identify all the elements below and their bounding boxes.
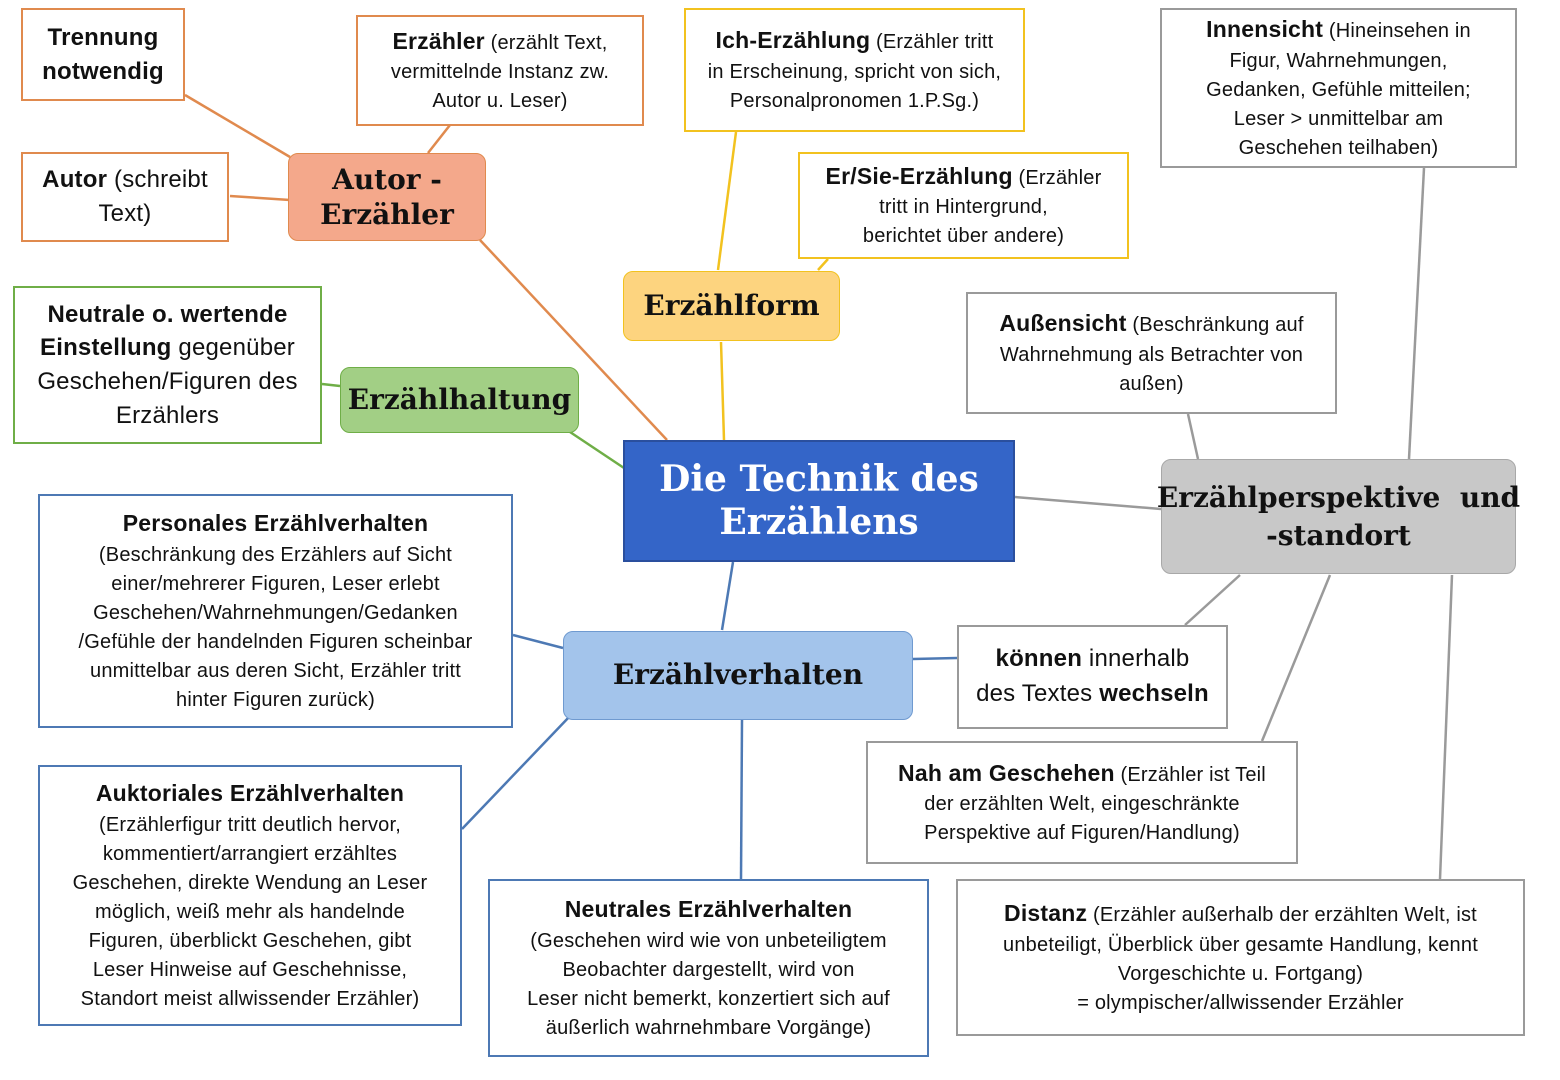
box-nah-rest: (Erzähler ist Teil <box>1114 763 1266 786</box>
connector-form-ich <box>718 132 736 270</box>
box-distanz-bold: Distanz <box>1004 900 1088 927</box>
box-personales-line4: Geschehen/Wahrnehmungen/Gedanken <box>93 601 458 624</box>
connector-form-ersie <box>818 259 828 270</box>
box-auktoriales-line7: Leser Hinweise auf Geschehnisse, <box>92 958 408 981</box>
box-autor-rest: (schreibt <box>107 166 208 194</box>
box-ich-rest: (Erzähler tritt <box>870 31 994 54</box>
node-erzaehlperspektive <box>1156 459 1521 574</box>
node-autor-line1: Autor - <box>332 163 442 196</box>
box-auktoriales-line4: Geschehen, direkte Wendung an Leser <box>72 871 428 894</box>
box-ersie-line2: tritt in Hintergrund, <box>879 196 1048 219</box>
box-koennen-bold1: können <box>995 645 1083 673</box>
box-personales-line5: /Gefühle der handelnden Figuren scheinbar <box>78 630 473 653</box>
box-innensicht-line5: Geschehen teilhaben) <box>1238 136 1439 159</box>
box-neutrale-einstellung <box>13 286 322 444</box>
box-neutrales-line3: Beobachter dargestellt, wird von <box>562 958 855 981</box>
box-koennen-wechseln <box>957 625 1228 729</box>
node-perspektive-line2: -standort <box>1266 518 1411 552</box>
box-ersie-rest: (Erzähler <box>1012 166 1102 189</box>
box-innensicht-line2: Figur, Wahrnehmungen, <box>1229 49 1448 72</box>
box-autor <box>21 152 229 242</box>
connector-perspektive-aussensicht <box>1188 414 1198 459</box>
box-auktoriales-line2: (Erzählerfigur tritt deutlich hervor, <box>99 813 401 836</box>
connector-center-verhalten <box>722 562 733 630</box>
box-koennen-rest1: innerhalb <box>1082 645 1190 673</box>
node-erzaehlform <box>623 271 840 341</box>
connector-autor-autortext <box>230 196 290 200</box>
box-neutrales-line5: äußerlich wahrnehmbare Vorgänge) <box>545 1016 872 1039</box>
box-erzaehler-bold: Erzähler <box>392 27 485 54</box>
box-personales-line3: einer/mehrerer Figuren, Leser erlebt <box>111 572 440 595</box>
box-innensicht-rest: (Hineinsehen in <box>1323 20 1471 43</box>
box-ich-bold: Ich-Erzählung <box>715 27 871 54</box>
node-erzaehlhaltung <box>340 367 579 433</box>
box-auktoriales-line5: möglich, weiß mehr als handelnde <box>95 900 405 923</box>
box-koennen-bold2: wechseln <box>1099 680 1209 707</box>
box-innensicht-line4: Leser > unmittelbar am <box>1233 107 1444 130</box>
box-aussensicht-line2: Wahrnehmung als Betrachter von <box>999 343 1304 366</box>
box-innensicht-line3: Gedanken, Gefühle mitteilen; <box>1206 78 1471 101</box>
box-auktoriales-line8: Standort meist allwissender Erzähler) <box>80 987 420 1010</box>
box-aussensicht-line3: außen) <box>1119 372 1184 395</box>
connector-autor-trennung <box>185 95 290 157</box>
box-aussensicht <box>966 292 1337 414</box>
box-personales-line2: (Beschränkung des Erzählers auf Sicht <box>98 543 453 566</box>
box-neutrale-line3: Geschehen/Figuren des <box>37 368 298 395</box>
connector-center-perspektive <box>1015 497 1161 509</box>
node-erzaehlform-label: Erzählform <box>643 288 820 322</box>
box-personales <box>38 494 513 728</box>
center-title-line1: Die Technik des <box>659 457 979 500</box>
box-distanz-line3: Vorgeschichte u. Fortgang) <box>1117 962 1364 985</box>
box-autor-line2: Text) <box>98 200 152 227</box>
box-neutrales-line4: Leser nicht bemerkt, konzertiert sich auf <box>527 987 890 1010</box>
box-erzaehler-rest: (erzählt Text, <box>484 31 608 54</box>
box-ersie-bold: Er/Sie-Erzählung <box>825 162 1013 189</box>
box-distanz <box>956 879 1525 1036</box>
connector-perspektive-nah <box>1262 575 1330 741</box>
box-neutrale-bold2: Einstellung <box>40 334 172 362</box>
connector-center-form <box>721 342 724 440</box>
box-erzaehler-line2: vermittelnde Instanz zw. <box>390 61 610 84</box>
box-ich-line2: in Erscheinung, spricht von sich, <box>707 60 1002 83</box>
box-auktoriales-line3: kommentiert/arrangiert erzähltes <box>102 842 398 865</box>
box-ich-erzaehlung <box>684 8 1025 132</box>
box-ich-line3: Personalpronomen 1.P.Sg.) <box>729 89 980 112</box>
box-nah-line3: Perspektive auf Figuren/Handlung) <box>924 822 1240 845</box>
box-personales-bold: Personales Erzählverhalten <box>122 510 429 537</box>
box-neutrales-bold: Neutrales Erzählverhalten <box>564 896 853 923</box>
box-neutrale-bold1: Neutrale o. wertende <box>47 300 288 328</box>
connector-verhalten-personales <box>513 635 563 648</box>
connector-verhalten-koennen <box>913 658 957 659</box>
box-nah-line2: der erzählten Welt, eingeschränkte <box>924 793 1240 816</box>
box-personales-line6: unmittelbar aus deren Sicht, Erzähler tritt <box>90 659 461 682</box>
box-auktoriales <box>38 765 462 1026</box>
box-auktoriales-bold: Auktoriales Erzählverhalten <box>95 780 405 807</box>
center-title-line2: Erzählens <box>719 501 919 543</box>
node-autor-erzaehler <box>288 153 486 241</box>
box-auktoriales-line6: Figuren, überblickt Geschehen, gibt <box>88 929 412 952</box>
box-autor-bold: Autor <box>42 166 108 194</box>
box-trennung-line1: Trennung <box>47 23 159 51</box>
node-autor-line2: Erzähler <box>320 198 454 231</box>
connector-perspektive-innensicht <box>1409 168 1424 459</box>
node-erzaehlverhalten <box>563 631 913 720</box>
box-koennen-rest2: des Textes <box>976 680 1100 707</box>
box-ersie-line3: berichtet über andere) <box>862 225 1065 248</box>
box-neutrales <box>488 879 929 1057</box>
node-erzaehlhaltung-label: Erzählhaltung <box>347 382 572 416</box>
connector-center-haltung <box>570 432 624 468</box>
node-erzaehlverhalten-label: Erzählverhalten <box>612 658 864 692</box>
box-aussensicht-bold: Außensicht <box>999 310 1127 337</box>
connector-haltung-neutrale <box>322 384 340 386</box>
box-nah-bold: Nah am Geschehen <box>898 759 1115 786</box>
connector-perspektive-distanz <box>1440 575 1452 879</box>
box-neutrale-line4: Erzählers <box>115 401 220 429</box>
box-trennung <box>21 8 185 101</box>
box-innensicht <box>1160 8 1517 168</box>
box-aussensicht-rest: (Beschränkung auf <box>1126 314 1304 337</box>
box-distanz-line2: unbeteiligt, Überblick über gesamte Handlung, kennt <box>1003 933 1478 956</box>
box-neutrale-rest2: gegenüber <box>171 334 295 362</box>
box-erzaehler <box>356 15 644 126</box>
box-trennung-line2: notwendig <box>42 57 164 85</box>
connector-perspektive-koennen <box>1185 575 1240 625</box>
box-neutrales-line2: (Geschehen wird wie von unbeteiligtem <box>530 929 887 952</box>
node-perspektive-line1: Erzählperspektive und <box>1156 480 1521 514</box>
box-distanz-line4: = olympischer/allwissender Erzähler <box>1077 991 1404 1014</box>
connector-verhalten-auktoriales <box>462 716 570 829</box>
box-personales-line7: hinter Figuren zurück) <box>176 688 375 711</box>
connector-autor-erzaehler <box>428 125 450 153</box>
connector-verhalten-neutrales <box>741 720 742 879</box>
center-node <box>623 440 1015 562</box>
box-ersie-erzaehlung <box>798 152 1129 259</box>
box-nah-am-geschehen <box>866 741 1298 864</box>
box-innensicht-bold: Innensicht <box>1206 16 1324 43</box>
box-erzaehler-line3: Autor u. Leser) <box>432 90 568 113</box>
box-distanz-rest: (Erzähler außerhalb der erzählten Welt, ist <box>1087 904 1477 927</box>
